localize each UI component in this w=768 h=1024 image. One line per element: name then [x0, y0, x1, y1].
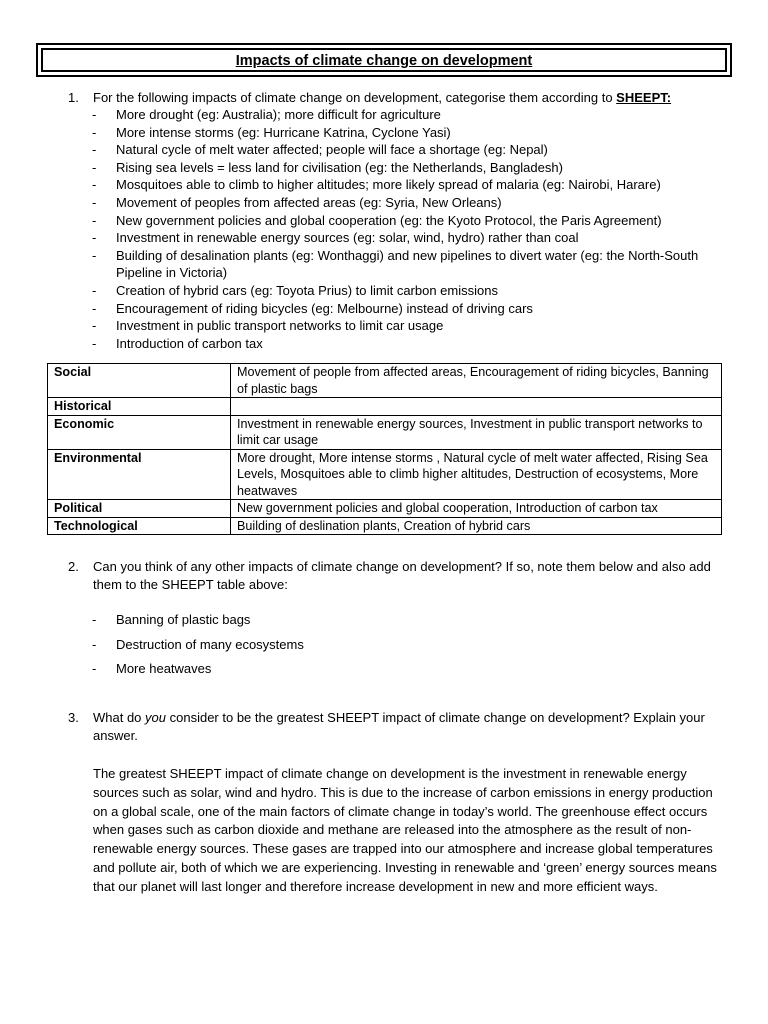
question-1-prompt: For the following impacts of climate change on development, categorise them according to — [93, 90, 617, 105]
category-cell: Political — [48, 500, 231, 518]
question-3-number: 3. — [68, 710, 79, 725]
list-item: - More intense storms (eg: Hurricane Katrina, Cyclone Yasi) — [92, 124, 732, 142]
value-cell: Movement of people from affected areas, Encouragement of riding bicycles, Banning of plastic bags — [231, 364, 722, 398]
category-cell: Economic — [48, 415, 231, 449]
table-row — [48, 500, 722, 518]
sheept-table — [47, 363, 722, 535]
question-3-text — [93, 709, 728, 744]
list-item: - Investment in public transport networks to limit car usage — [92, 317, 732, 335]
category-cell: Social — [48, 364, 231, 398]
sheept-keyword: SHEEPT: — [616, 90, 672, 105]
list-item: - Building of desalination plants (eg: Wonthaggi) and new pipelines to divert water (eg: the North-South Pipeline in Victoria) — [92, 247, 732, 282]
value-cell — [231, 398, 722, 416]
question-1-text — [93, 89, 728, 107]
list-item: - Introduction of carbon tax — [92, 335, 732, 353]
question-2 — [68, 558, 728, 593]
table-row — [48, 449, 722, 500]
question-3-answer: The greatest SHEEPT impact of climate change on development is the investment in renewable energy sources such as solar, wind and hydro. This is due to the increase of carbon emissions in energy production on a global scale, one of the main factors of climate change in today’s world. The greenhouse effect occurs when gases such as carbon dioxide and methane are released into the atmosphere as the result of non-renewable energy sources. These gases are trapped into our atmosphere and increase global temperatures and pollute air, both of which we are experiencing. Investing in renewable and ‘green’ energy sources means that our planet will last longer and therefore increase development in new and more efficient ways. — [93, 766, 717, 894]
value-cell: Building of deslination plants, Creation of hybrid cars — [231, 517, 722, 535]
category-cell: Environmental — [48, 449, 231, 500]
list-item: - Destruction of many ecosystems — [92, 636, 304, 661]
question-3-prompt-start: What do — [93, 710, 146, 725]
table-row — [48, 364, 722, 398]
question-2-list — [92, 611, 304, 685]
category-cell: Historical — [48, 398, 231, 416]
value-cell: More drought, More intense storms , Natural cycle of melt water affected, Rising Sea Levels, Mosquitoes able to climb higher altitudes, Destruction of ecosystems, More heatwaves — [231, 449, 722, 500]
value-cell: Investment in renewable energy sources, Investment in public transport networks to limit car usage — [231, 415, 722, 449]
table-row — [48, 517, 722, 535]
value-cell: New government policies and global cooperation, Introduction of carbon tax — [231, 500, 722, 518]
list-item: - Creation of hybrid cars (eg: Toyota Prius) to limit carbon emissions — [92, 282, 732, 300]
category-cell: Technological — [48, 517, 231, 535]
list-item: - Natural cycle of melt water affected; people will face a shortage (eg: Nepal) — [92, 141, 732, 159]
question-3-emphasis: you — [145, 710, 166, 725]
table-row — [48, 398, 722, 416]
list-item: - Investment in renewable energy sources (eg: solar, wind, hydro) rather than coal — [92, 229, 732, 247]
question-1 — [68, 89, 728, 107]
page-title: Impacts of climate change on development — [235, 53, 533, 69]
question-2-text: Can you think of any other impacts of climate change on development? If so, note them below and also add them to the SHEEPT table above: — [93, 559, 711, 592]
table-row — [48, 415, 722, 449]
list-item: - Banning of plastic bags — [92, 611, 304, 636]
list-item: - More heatwaves — [92, 660, 304, 685]
question-1-number: 1. — [68, 90, 79, 105]
title-frame — [41, 48, 727, 72]
list-item: - Mosquitoes able to climb to higher altitudes; more likely spread of malaria (eg: Nairobi, Harare) — [92, 176, 732, 194]
question-1-list — [92, 106, 732, 352]
list-item: - New government policies and global cooperation (eg: the Kyoto Protocol, the Paris Agreement) — [92, 212, 732, 230]
title-box — [36, 43, 732, 77]
list-item: - Encouragement of riding bicycles (eg: Melbourne) instead of driving cars — [92, 300, 732, 318]
question-3 — [68, 709, 728, 744]
list-item: - Movement of peoples from affected areas (eg: Syria, New Orleans) — [92, 194, 732, 212]
question-3-prompt-end: consider to be the greatest SHEEPT impact of climate change on development? Explain your answer. — [93, 710, 705, 743]
question-2-number: 2. — [68, 559, 79, 574]
list-item: - Rising sea levels = less land for civilisation (eg: the Netherlands, Bangladesh) — [92, 159, 732, 177]
list-item: - More drought (eg: Australia); more difficult for agriculture — [92, 106, 732, 124]
